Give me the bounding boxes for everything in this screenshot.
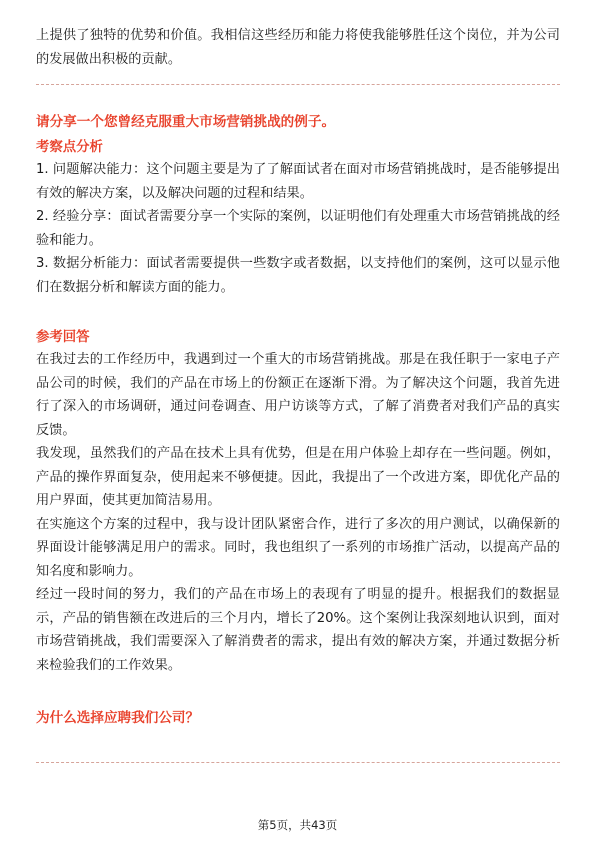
answer-body (36, 348, 560, 677)
question-title-2: 为什么选择应聘我们公司？ (36, 710, 200, 726)
page-number: 第5页，共43页 (257, 818, 338, 832)
answer-paragraph: 我发现，虽然我们的产品在技术上具有优势，但是在用户体验上却存在一些问题。例如，产品的操作界面复杂，使用起来不够便捷。因此，我提出了一个改进方案，即优化产品的用户界面，使其更加简洁易用。 (36, 446, 560, 508)
analysis-item: 1. 问题解决能力：这个问题主要是为了了解面试者在面对市场营销挑战时，是否能够提出有效的解决方案，以及解决问题的过程和结果。 (36, 162, 560, 201)
analysis-item: 3. 数据分析能力：面试者需要提供一些数字或者数据，以支持他们的案例，这可以显示他们在数据分析和解读方面的能力。 (36, 256, 560, 295)
section-divider (36, 762, 560, 763)
intro-paragraph: 上提供了独特的优势和价值。我相信这些经历和能力将使我能够胜任这个岗位，并为公司的发展做出积极的贡献。 (36, 28, 560, 67)
analysis-heading: 考察点分析 (36, 140, 103, 155)
answer-heading: 参考回答 (36, 330, 90, 345)
answer-paragraph: 在实施这个方案的过程中，我与设计团队紧密合作，进行了多次的用户测试，以确保新的界面设计能够满足用户的需求。同时，我也组织了一系列的市场推广活动，以提高产品的知名度和影响力。 (36, 516, 560, 579)
analysis-item: 2. 经验分享：面试者需要分享一个实际的案例，以证明他们有处理重大市场营销挑战的经验和能力。 (36, 209, 560, 248)
answer-paragraph: 经过一段时间的努力，我们的产品在市场上的表现有了明显的提升。根据我们的数据显示，产品的销售额在改进后的三个月内，增长了20%。这个案例让我深刻地认识到，面对市场营销挑战，我们需要深入了解消费者的需求，提出有效的解决方案，并通过数据分析来检验我们的工作效果。 (36, 587, 560, 673)
answer-paragraph: 在我过去的工作经历中，我遇到过一个重大的市场营销挑战。那是在我任职于一家电子产品公司的时候，我们的产品在市场上的份额正在逐渐下滑。为了解决这个问题，我首先进行了深入的市场调研，通过问卷调查、用户访谈等方式，了解了消费者对我们产品的真实反馈。 (36, 352, 560, 438)
question-title-1: 请分享一个您曾经克服重大市场营销挑战的例子。 (36, 114, 336, 130)
analysis-list (36, 158, 560, 299)
section-divider (36, 84, 560, 85)
document-page (36, 0, 560, 729)
